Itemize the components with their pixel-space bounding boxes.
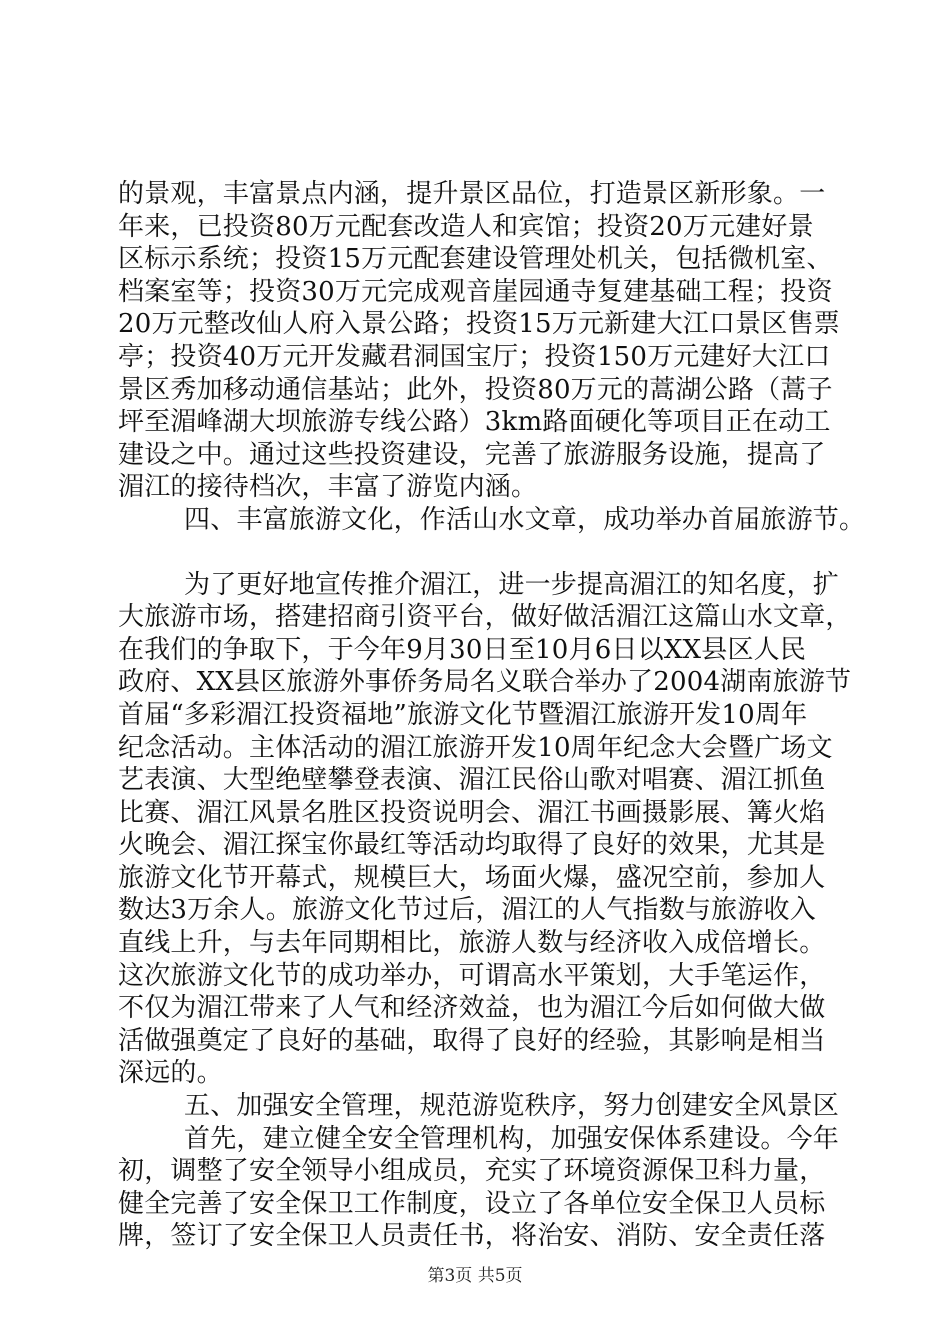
text-line: 亭；投资40万元开发藏君洞国宝厅；投资150万元建好大江口 <box>118 341 831 372</box>
text-line: 数达3万余人。旅游文化节过后，湄江的人气指数与旅游收入 <box>118 895 816 926</box>
text-line: 的景观，丰富景点内涵，提升景区品位，打造景区新形象。一 <box>118 179 826 209</box>
text-line: 比赛、湄江风景名胜区投资说明会、湄江书画摄影展、篝火焰 <box>118 797 826 828</box>
text-line: 艺表演、大型绝壁攀登表演、湄江民俗山歌对唱赛、湄江抓鱼 <box>118 765 826 796</box>
text-line: 年来，已投资80万元配套改造人和宾馆；投资20万元建好景 <box>118 211 814 242</box>
text-line: 直线上升，与去年同期相比，旅游人数与经济收入成倍增长。 <box>118 928 826 959</box>
text-line: 景区秀加移动通信基站；此外，投资80万元的蒿湖公路（蒿子 <box>118 374 833 405</box>
text-line: 大旅游市场，搭建招商引资平台，做好做活湄江这篇山水文章， <box>118 602 852 633</box>
section-heading-5: 五、加强安全管理，规范游览秩序，努力创建安全风景区 <box>184 1091 840 1122</box>
text-line: 纪念活动。主体活动的湄江旅游开发10周年纪念大会暨广场文 <box>118 732 833 763</box>
page-number-footer: 第3页 共5页 <box>427 1266 523 1286</box>
text-line: 政府、XX县区旅游外事侨务局名义联合举办了2004湖南旅游节 <box>118 667 852 698</box>
text-line: 在我们的争取下，于今年9月30日至10月6日以XX县区人民 <box>118 634 807 665</box>
text-line: 首届“多彩湄江投资福地”旅游文化节暨湄江旅游开发10周年 <box>118 699 808 730</box>
text-line: 活做强奠定了良好的基础，取得了良好的经验，其影响是相当 <box>118 1025 826 1056</box>
text-line: 档案室等；投资30万元完成观音崖园通寺复建基础工程；投资 <box>118 276 833 307</box>
blank-gap <box>118 537 830 569</box>
text-line: 坪至湄峰湖大坝旅游专线公路）3km路面硬化等项目正在动工 <box>118 407 831 438</box>
text-line: 健全完善了安全保卫工作制度，设立了各单位安全保卫人员标 <box>118 1188 826 1219</box>
text-line: 深远的。 <box>118 1058 223 1089</box>
text-line: 不仅为湄江带来了人气和经济效益，也为湄江今后如何做大做 <box>118 993 826 1024</box>
text-line: 初，调整了安全领导小组成员，充实了环境资源保卫科力量， <box>118 1156 826 1187</box>
text-line: 首先，建立健全安全管理机构，加强安保体系建设。今年 <box>184 1123 840 1154</box>
text-line: 湄江的接待档次，丰富了游览内涵。 <box>118 472 538 503</box>
text-line: 火晚会、湄江探宝你最红等活动均取得了良好的效果，尤其是 <box>118 830 826 861</box>
text-line: 牌，签订了安全保卫人员责任书，将治安、消防、安全责任落 <box>118 1221 826 1252</box>
text-line: 区标示系统；投资15万元配套建设管理处机关，包括微机室、 <box>118 244 833 275</box>
paragraph-investment <box>118 178 840 504</box>
text-line: 这次旅游文化节的成功举办，可谓高水平策划，大手笔运作， <box>118 960 826 991</box>
text-line: 建设之中。通过这些投资建设，完善了旅游服务设施，提高了 <box>118 439 826 470</box>
text-line: 20万元整改仙人府入景公路；投资15万元新建大江口景区售票 <box>118 309 840 340</box>
paragraph-safety <box>118 1123 840 1253</box>
paragraph-festival <box>118 569 852 1091</box>
document-body <box>118 178 866 1253</box>
text-line: 为了更好地宣传推介湄江，进一步提高湄江的知名度，扩 <box>184 569 840 600</box>
text-line: 旅游文化节开幕式，规模巨大，场面火爆，盛况空前，参加人 <box>118 862 826 893</box>
section-heading-4: 四、丰富旅游文化，作活山水文章，成功举办首届旅游节。 <box>184 504 866 535</box>
